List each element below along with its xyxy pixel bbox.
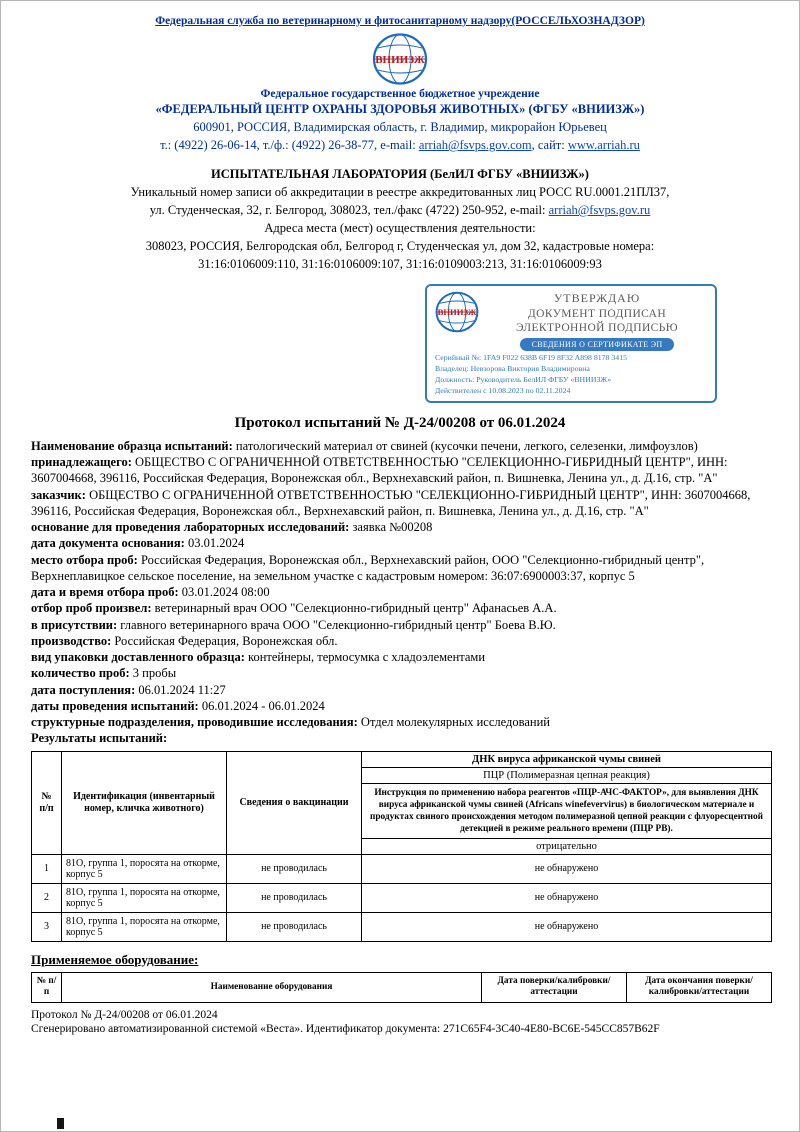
results-header-row-1 xyxy=(32,751,772,767)
equip-col-name: Наименование оборудования xyxy=(62,972,482,1002)
org-name-line: «ФЕДЕРАЛЬНЫЙ ЦЕНТР ОХРАНЫ ЗДОРОВЬЯ ЖИВОТНЫХ» (ФГБУ «ВНИИЗЖ») xyxy=(155,102,645,116)
stamp-right-column xyxy=(487,291,707,352)
field-sampling-datetime-label: дата и время отбора проб: xyxy=(31,585,179,600)
field-test-dates-value: 06.01.2024 - 06.01.2024 xyxy=(201,698,325,713)
row-1-result: не обнаружено xyxy=(362,854,772,883)
org-email-link[interactable]: arriah@fsvps.gov.com xyxy=(418,138,532,152)
field-owner xyxy=(31,454,769,487)
org-site-label: , сайт: xyxy=(531,138,568,152)
footer-generated-line: Сгенерировано автоматизированной системой «Веста». Идентификатор документа: 271C65F4-3C40-4E80-BC6E-545CC857B62F xyxy=(31,1023,660,1036)
vniizzh-globe-icon xyxy=(372,33,428,85)
field-witness-label: в присутствии: xyxy=(31,617,118,632)
field-sampler-value: ветеринарный врач ООО "Селекционно-гибридный центр" Афанасьев А.А. xyxy=(154,601,557,616)
results-heading-label: Результаты испытаний: xyxy=(31,731,168,746)
equipment-heading: Применяемое оборудование: xyxy=(31,951,199,967)
col-header-identification: Идентификация (инвентарный номер, кличка животного) xyxy=(62,751,227,854)
row-3-num: 3 xyxy=(32,912,62,941)
lab-address-text: ул. Студенческая, 32, г. Белгород, 308023, тел./факс (4722) 250-952, e-mail: xyxy=(149,203,549,217)
field-receipt-date xyxy=(31,682,769,698)
result-row-3 xyxy=(32,912,772,941)
org-site-link[interactable]: www.arriah.ru xyxy=(567,138,640,152)
certificate-info-band: СВЕДЕНИЯ О СЕРТИФИКАТЕ ЭП xyxy=(520,338,675,351)
field-owner-value: ОБЩЕСТВО С ОГРАНИЧЕННОЙ ОТВЕТСТВЕННОСТЬЮ "СЕЛЕКЦИОННО-ГИБРИДНЫЙ ЦЕНТР", ИНН: 3607004668, 396116, Российская Федерация, Воронежская обл., Верхнехавский район, п. Вишневка, Ленина ул., д. Д.16, стр. "А" xyxy=(31,455,728,486)
field-departments xyxy=(31,714,769,730)
field-sampling-place-label: место отбора проб: xyxy=(31,552,138,567)
document-footer xyxy=(31,1009,769,1035)
signed-line-2: ЭЛЕКТРОННОЙ ПОДПИСЬЮ xyxy=(516,322,678,334)
row-2-vaccination: не проводилась xyxy=(227,883,362,912)
protocol-title: Протокол испытаний № Д-24/00208 от 06.01.2024 xyxy=(234,414,566,431)
field-sampling-datetime-value: 03.01.2024 08:00 xyxy=(181,585,270,600)
org-contacts-text: т.: (4922) 26-06-14, т./ф.: (4922) 26-38-77, e-mail: xyxy=(160,138,419,152)
field-sampler xyxy=(31,600,769,616)
field-basis-date-value: 03.01.2024 xyxy=(187,536,245,551)
logo-text: ВНИИЗЖ xyxy=(375,54,425,66)
result-row-2 xyxy=(32,883,772,912)
approve-label: УТВЕРЖДАЮ xyxy=(553,291,641,305)
certificate-owner-line: Владелец: Невзорова Виктория Владимировна xyxy=(435,363,590,373)
field-sample-name-value: патологический материал от свиней (кусочки печени, легкого, селезенки, лимфоузлов) xyxy=(235,438,698,453)
col-header-num: № п/п xyxy=(32,751,62,854)
certificate-serial-line: Серийный №: 1FA9 F022 638B 6F19 8F32 A898 8178 3415 xyxy=(435,353,627,362)
certificate-validity-line: Действителен с 10.08.2023 по 02.11.2024 xyxy=(435,385,571,395)
row-1-identification: 81О, группа 1, поросята на откорме, корпус 5 xyxy=(62,854,227,883)
stamp-logo-text: ВНИИЗЖ xyxy=(437,307,477,318)
field-packaging-value: контейнеры, термосумка с хладоэлементами xyxy=(248,650,486,665)
certificate-position-line: Должность: Руководитель БелИЛ ФГБУ «ВНИИЗЖ» xyxy=(435,374,612,384)
field-packaging xyxy=(31,649,769,665)
field-owner-label: принадлежащего: xyxy=(31,455,132,470)
field-production xyxy=(31,633,769,649)
row-2-result: не обнаружено xyxy=(362,883,772,912)
row-3-identification: 81О, группа 1, поросята на откорме, корпус 5 xyxy=(62,912,227,941)
row-3-result: не обнаружено xyxy=(362,912,772,941)
field-test-dates xyxy=(31,698,769,714)
field-customer xyxy=(31,487,769,520)
field-test-dates-label: даты проведения испытаний: xyxy=(31,698,199,713)
lab-activity-address: 308023, РОССИЯ, Белгородская обл, Белгород г, Студенческая ул, дом 32, кадастровые номера: xyxy=(145,239,655,253)
equipment-table xyxy=(31,972,772,1003)
signed-line-1: ДОКУМЕНТ ПОДПИСАН xyxy=(527,308,667,320)
row-2-identification: 81О, группа 1, поросята на откорме, корпус 5 xyxy=(62,883,227,912)
field-production-value: Российская Федерация, Воронежская обл. xyxy=(114,633,338,648)
agency-header: Федеральная служба по ветеринарному и фитосанитарному надзору(РОССЕЛЬХОЗНАДЗОР) xyxy=(155,15,645,27)
equip-col-calibration-date: Дата поверки/калибровки/аттестации xyxy=(482,972,627,1002)
field-basis-date xyxy=(31,535,769,551)
lab-address-line xyxy=(31,203,769,218)
stamp-globe-icon xyxy=(435,291,479,333)
row-2-num: 2 xyxy=(32,883,62,912)
results-table xyxy=(31,751,772,942)
corner-mark xyxy=(57,1118,64,1129)
field-sample-name xyxy=(31,438,769,454)
lab-accreditation-line: Уникальный номер записи об аккредитации в реестре аккредитованных лиц РОСС RU.0001.21ПЛ37, xyxy=(130,185,670,199)
field-sampling-datetime xyxy=(31,584,769,600)
org-address-line: 600901, РОССИЯ, Владимирская область, г. Владимир, микрорайон Юрьевец xyxy=(193,120,607,134)
stamp-top-row xyxy=(435,291,707,352)
col-header-vaccination: Сведения о вакцинации xyxy=(227,751,362,854)
signature-stamp xyxy=(425,284,717,403)
field-basis-value: заявка №00208 xyxy=(352,520,433,535)
field-sample-count-value: 3 пробы xyxy=(132,666,177,681)
equipment-header-row xyxy=(32,972,772,1002)
equip-col-calibration-end-date: Дата окончания поверки/калибровки/аттестации xyxy=(627,972,772,1002)
field-sample-name-label: Наименование образца испытаний: xyxy=(31,438,233,453)
footer-protocol-number: Протокол № Д-24/00208 от 06.01.2024 xyxy=(31,1009,218,1022)
field-sampling-place-value: Российская Федерация, Воронежская обл., Верхнехавский район, ООО "Селекционно-гибридный центр", Верхнеплавицкое сельское поселение, на земельном участке с кадастровым номером: 36:07:6900003:37, корпус 5 xyxy=(31,552,705,583)
field-production-label: производство: xyxy=(31,633,112,648)
field-receipt-date-label: дата поступления: xyxy=(31,682,136,697)
field-sampler-label: отбор проб произвел: xyxy=(31,601,152,616)
org-contacts-line xyxy=(31,138,769,153)
field-customer-label: заказчик: xyxy=(31,487,86,502)
field-sample-count xyxy=(31,665,769,681)
row-1-vaccination: не проводилась xyxy=(227,854,362,883)
field-basis xyxy=(31,519,769,535)
test-type-header: ПЦР (Полимеразная цепная реакция) xyxy=(362,767,772,783)
field-sample-count-label: количество проб: xyxy=(31,666,130,681)
field-packaging-label: вид упаковки доставленного образца: xyxy=(31,650,245,665)
field-sampling-place xyxy=(31,552,769,585)
field-departments-value: Отдел молекулярных исследований xyxy=(360,715,550,730)
test-norm-value: отрицательно xyxy=(362,838,772,854)
fields-section xyxy=(31,438,769,747)
row-3-vaccination: не проводилась xyxy=(227,912,362,941)
field-witness xyxy=(31,617,769,633)
field-customer-value: ОБЩЕСТВО С ОГРАНИЧЕННОЙ ОТВЕТСТВЕННОСТЬЮ "СЕЛЕКЦИОННО-ГИБРИДНЫЙ ЦЕНТР", ИНН: 3607004668, 396116, Российская Федерация, Воронежская обл., Верхнехавский район, п. Вишневка, Ленина ул., д. Д.16, стр. "А" xyxy=(31,487,751,518)
field-receipt-date-value: 06.01.2024 11:27 xyxy=(138,682,226,697)
field-basis-label: основание для проведения лабораторных исследований: xyxy=(31,520,350,535)
lab-title: ИСПЫТАТЕЛЬНАЯ ЛАБОРАТОРИЯ (БелИЛ ФГБУ «ВНИИЗЖ») xyxy=(211,167,589,181)
test-method-description: Инструкция по применению набора реагентов «ПЦР-АЧС-ФАКТОР», для выявления ДНК вируса африканской чумы свиней (Africans winefevervirus) в биологическом материале и продуктах свиного происхождения методом полимеразной цепной реакции с флуоресцентной детекцией в режиме реального времени (ПЦР РВ). xyxy=(362,783,772,838)
lab-activity-heading: Адреса места (мест) осуществления деятельности: xyxy=(264,221,536,235)
org-type-line: Федеральное государственное бюджетное учреждение xyxy=(260,88,540,100)
lab-email-link[interactable]: arriah@fsvps.gov.ru xyxy=(548,203,651,217)
result-row-1 xyxy=(32,854,772,883)
equip-col-num: № п/п xyxy=(32,972,62,1002)
field-witness-value: главного ветеринарного врача ООО "Селекционно-гибридный центр" Боева В.Ю. xyxy=(120,617,556,632)
field-basis-date-label: дата документа основания: xyxy=(31,536,185,551)
field-departments-label: структурные подразделения, проводившие исследования: xyxy=(31,715,358,730)
results-heading xyxy=(31,730,769,746)
test-name-header: ДНК вируса африканской чумы свиней xyxy=(362,751,772,767)
lab-cadastral-numbers: 31:16:0106009:110, 31:16:0106009:107, 31:16:0109003:213, 31:16:0106009:93 xyxy=(198,257,602,271)
row-1-num: 1 xyxy=(32,854,62,883)
